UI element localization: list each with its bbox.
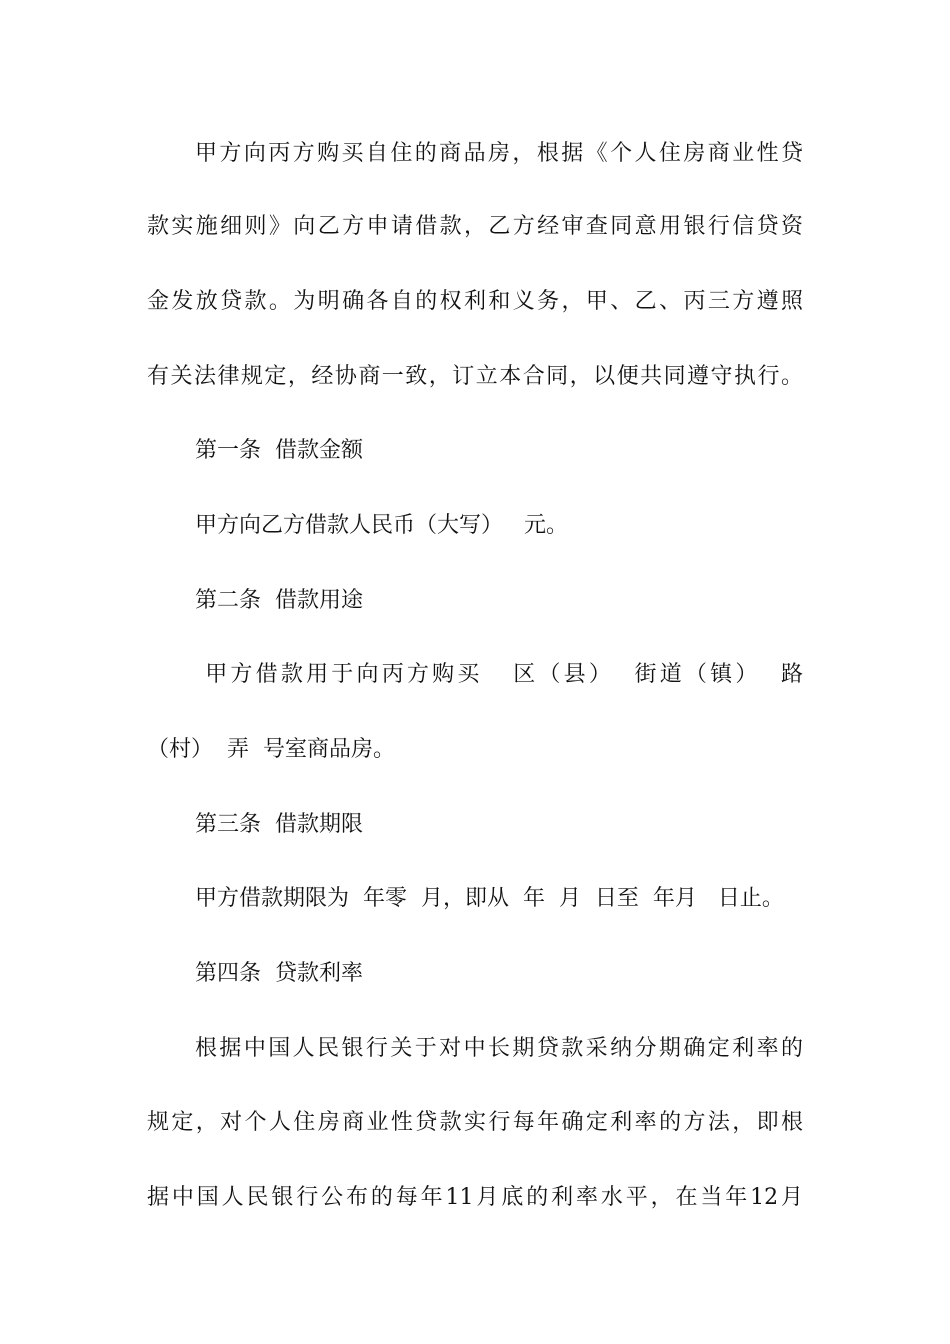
article-4-heading: 第四条 贷款利率 <box>195 961 363 986</box>
preamble-line-3: 金发放贷款。为明确各自的权利和义务，甲、乙、丙三方遵照 <box>147 289 803 314</box>
preamble-line-1: 甲方向丙方购买自住的商品房，根据《个人住房商业性贷 <box>195 141 803 166</box>
article-2-body-line-2: （村） 弄 号室商品房。 <box>147 737 395 762</box>
article-4-body-line-1: 根据中国人民银行关于对中长期贷款采纳分期确定利率的 <box>195 1036 803 1061</box>
article-4-body-line-2: 规定，对个人住房商业性贷款实行每年确定利率的方法，即根 <box>147 1110 803 1135</box>
article-4-body-line-3: 据中国人民银行公布的每年11月底的利率水平，在当年12月 <box>147 1185 803 1210</box>
article-2-body-line-1: 甲方借款用于向丙方购买 区（县） 街道（镇） 路 <box>195 662 803 687</box>
article-3-heading: 第三条 借款期限 <box>195 812 363 837</box>
preamble-line-4: 有关法律规定，经协商一致，订立本合同，以便共同遵守执行。 <box>147 364 803 389</box>
article-2-heading: 第二条 借款用途 <box>195 588 363 613</box>
article-1-heading: 第一条 借款金额 <box>195 438 363 463</box>
article-3-body: 甲方借款期限为 年零 月，即从 年 月 日至 年月 日止。 <box>195 886 784 911</box>
article-1-body: 甲方向乙方借款人民币（大写） 元。 <box>195 513 568 538</box>
preamble-line-2: 款实施细则》向乙方申请借款，乙方经审查同意用银行信贷资 <box>147 214 803 239</box>
